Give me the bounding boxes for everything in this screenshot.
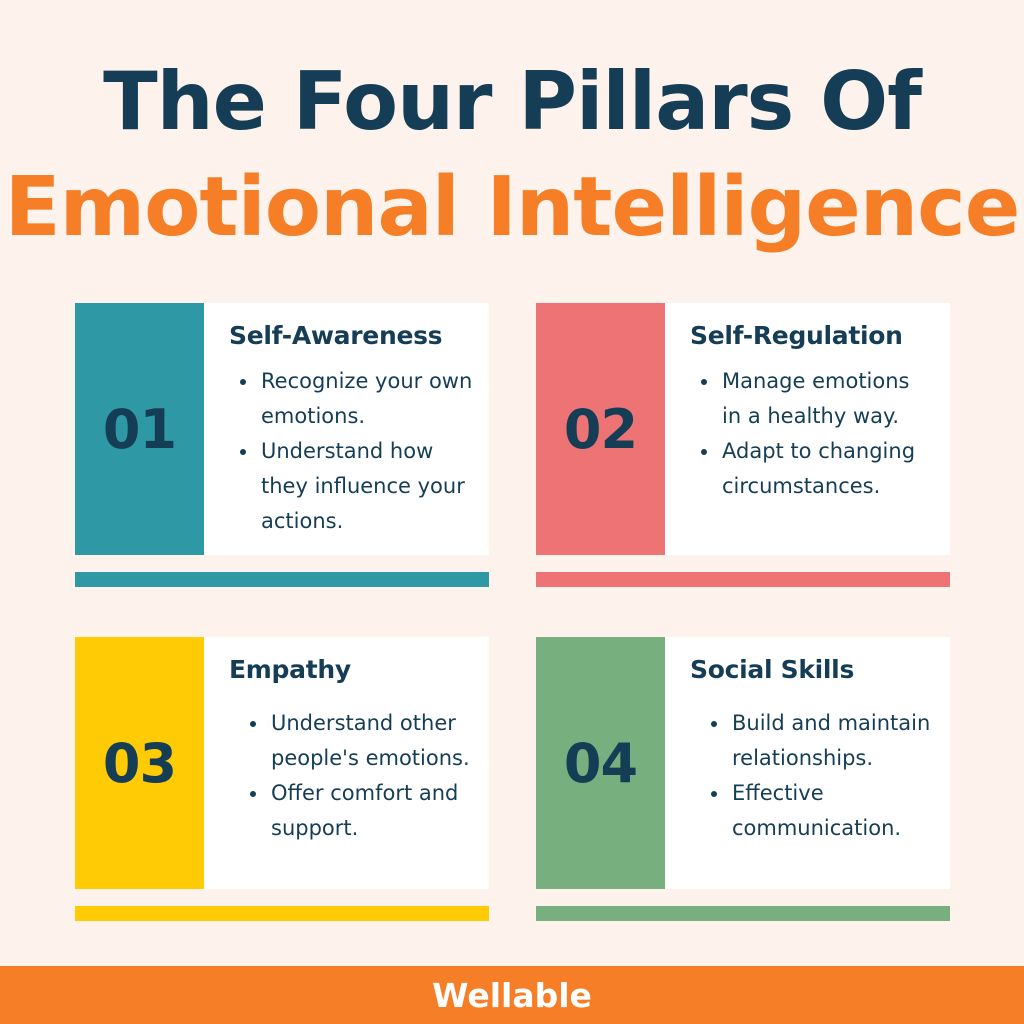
title-line-1: The Four Pillars Of	[103, 55, 921, 148]
pillar-bullet: Understand other people's emotions.	[247, 706, 473, 776]
pillar-number-block	[536, 637, 665, 889]
brand-logo-text: Wellable	[432, 975, 592, 1015]
pillar-body	[204, 637, 489, 889]
pillar-accent-bar	[75, 906, 489, 921]
pillar-number-block	[75, 637, 204, 889]
pillar-heading: Self-Regulation	[690, 321, 903, 350]
pillar-bullet: Understand how they influence your actions.	[237, 434, 473, 539]
pillar-number: 01	[102, 397, 177, 461]
pillar-bullet: Manage emotions in a healthy way.	[698, 364, 934, 434]
pillar-card-empathy	[75, 637, 489, 889]
pillar-heading: Empathy	[229, 655, 351, 684]
pillar-body	[665, 303, 950, 555]
pillar-card-self-regulation	[536, 303, 950, 555]
pillar-bullet: Adapt to changing circumstances.	[698, 434, 934, 504]
pillar-accent-bar	[536, 572, 950, 587]
pillar-heading: Self-Awareness	[229, 321, 443, 350]
pillar-heading: Social Skills	[690, 655, 855, 684]
pillar-body	[204, 303, 489, 555]
pillar-bullet: Offer comfort and support.	[247, 776, 473, 846]
pillar-accent-bar	[75, 572, 489, 587]
pillar-bullet: Effective communication.	[708, 776, 934, 846]
pillar-bullet: Recognize your own emotions.	[237, 364, 473, 434]
pillar-number: 03	[102, 731, 177, 795]
pillar-bullet-list	[690, 364, 934, 504]
pillar-number-block	[75, 303, 204, 555]
footer-banner	[0, 966, 1024, 1024]
pillar-number: 04	[563, 731, 638, 795]
pillar-number: 02	[563, 397, 638, 461]
pillar-card-self-awareness	[75, 303, 489, 555]
pillar-number-block	[536, 303, 665, 555]
title-line-2: Emotional Intelligence	[4, 160, 1020, 255]
pillar-body	[665, 637, 950, 889]
pillar-card-social-skills	[536, 637, 950, 889]
pillar-bullet: Build and maintain relationships.	[708, 706, 934, 776]
pillar-bullet-list	[229, 706, 473, 846]
pillar-bullet-list	[229, 364, 473, 539]
pillar-accent-bar	[536, 906, 950, 921]
pillar-bullet-list	[690, 706, 934, 846]
